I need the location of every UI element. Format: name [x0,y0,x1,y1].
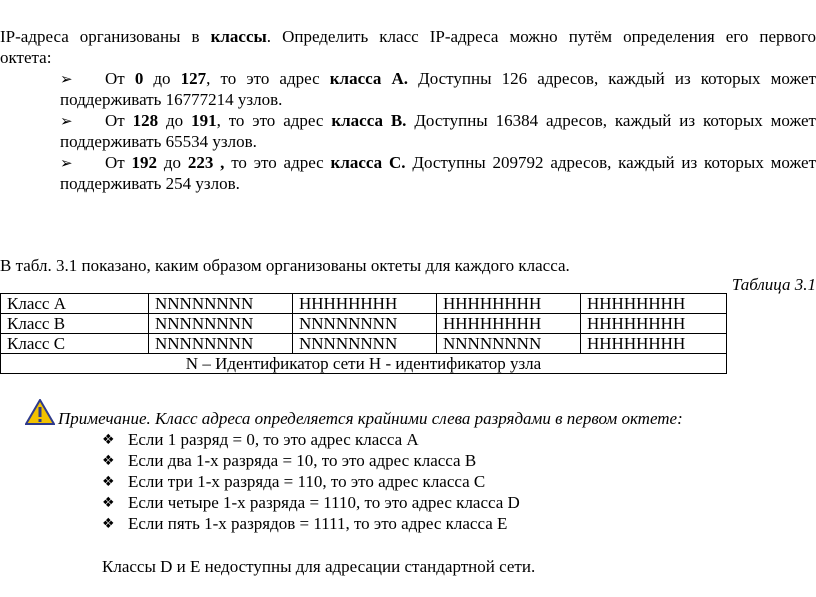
diamond-bullet-icon: ❖ [102,453,115,469]
arrow-bullet-icon: ➢ [60,154,73,172]
class-c-cont: поддерживать 254 узлов. [60,174,240,193]
table-cell: Класс А [1,294,149,314]
diamond-bullet-icon: ❖ [102,474,115,490]
class-c-line: От 192 до 223 , то это адрес класса С. Доступны 209792 адресов, каждый из которых может [105,153,816,172]
table-cell: HHHHHHHH [581,314,727,334]
table-caption: Таблица 3.1 [731,275,816,294]
list-item: Если два 1-х разряда = 10, то это адрес класса В [128,451,477,470]
table-cell: HHHHHHHH [293,294,437,314]
list-item: Если три 1-х разряда = 110, то это адрес класса С [128,472,486,491]
octet-table [0,293,727,374]
list-item: Если пять 1-х разрядов = 1111, то это адрес класса Е [128,514,508,533]
table-row [1,314,727,334]
table-cell: NNNNNNNN [149,314,293,334]
diamond-bullet-icon: ❖ [102,495,115,511]
table-row [1,294,727,314]
table-cell: NNNNNNNN [149,294,293,314]
arrow-bullet-icon: ➢ [60,112,73,130]
table-cell: HHHHHHHH [581,294,727,314]
warning-icon [25,399,55,425]
intro-line-2: октета: [0,48,52,67]
list-item: Если четыре 1-х разряда = 1110, то это адрес класса D [128,493,520,512]
class-b-cont: поддерживать 65534 узлов. [60,132,257,151]
diamond-bullet-icon: ❖ [102,516,115,532]
table-legend: N – Идентификатор сети H - идентификатор узла [1,354,727,374]
note-text: Примечание. Класс адреса определяется крайними слева разрядами в первом октете: [58,409,683,428]
diamond-bullet-icon: ❖ [102,432,115,448]
table-cell: NNNNNNNN [293,334,437,354]
table-cell: NNNNNNNN [149,334,293,354]
table-cell: Класс В [1,314,149,334]
footer-text: Классы D и E недоступны для адресации стандартной сети. [102,557,536,576]
table-cell: NNNNNNNN [293,314,437,334]
class-a-line: От 0 до 127, то это адрес класса А. Доступны 126 адресов, каждый из которых может [105,69,816,88]
intro-bold-classes: классы [210,27,267,46]
table-cell: HHHHHHHH [437,294,581,314]
table-cell: HHHHHHHH [581,334,727,354]
table-cell: NNNNNNNN [437,334,581,354]
arrow-bullet-icon: ➢ [60,70,73,88]
list-item: Если 1 разряд = 0, то это адрес класса А [128,430,419,449]
table-row [1,354,727,374]
class-b-line: От 128 до 191, то это адрес класса В. Доступны 16384 адресов, каждый из которых может [105,111,816,130]
intro-line-1: IP-адреса организованы в классы. Определить класс IP-адреса можно путём определения его первого [0,27,816,46]
table-cell: HHHHHHHH [437,314,581,334]
table-cell: Класс С [1,334,149,354]
class-a-cont: поддерживать 16777214 узлов. [60,90,283,109]
table-row [1,334,727,354]
table-intro: В табл. 3.1 показано, каким образом организованы октеты для каждого класса. [0,256,570,275]
